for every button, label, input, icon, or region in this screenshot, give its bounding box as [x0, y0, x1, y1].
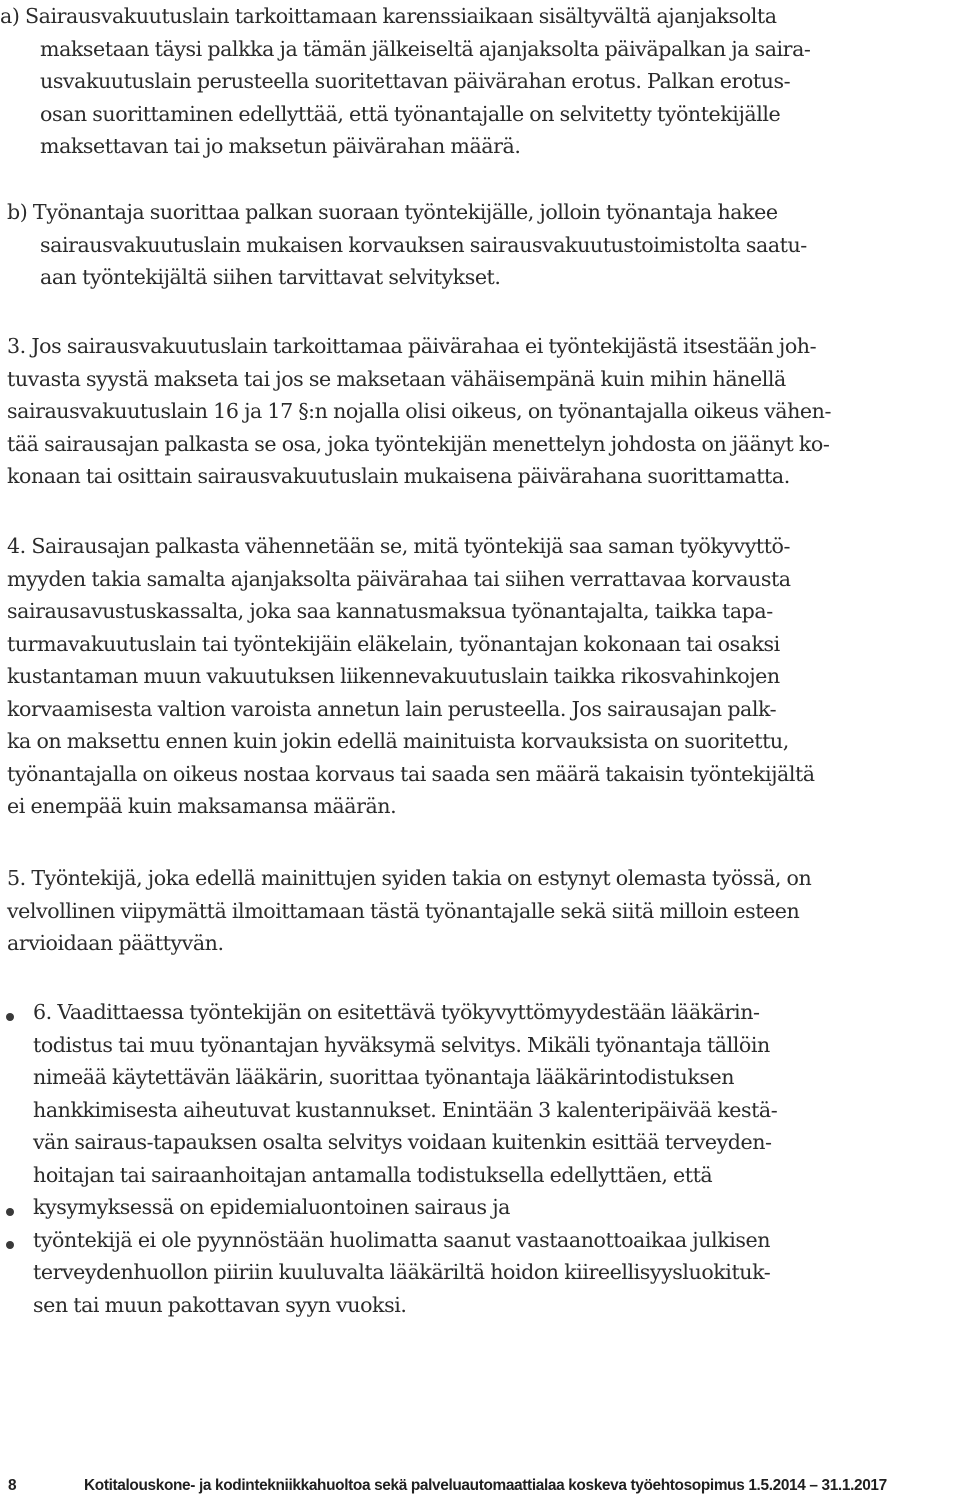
paragraph-5-line: arvioidaan päättyvän. [7, 931, 224, 955]
bullet-dot [6, 1013, 14, 1021]
paragraph-4-line: 4. Sairausajan palkasta vähennetään se, mitä työntekijä saa saman työkyvyttö- [7, 534, 791, 558]
paragraph-6-line: hoitajan tai sairaanhoitajan antamalla todistuksella edellyttäen, että [33, 1162, 713, 1187]
paragraph-b-line: sairausvakuutuslain mukaisen korvauksen sairausvakuutustoimistolta saatu- [40, 232, 807, 257]
page-footer [8, 1468, 953, 1504]
paragraph-6 [0, 996, 958, 1321]
paragraph-6-line: vän sairaus-tapauksen osalta selvitys voidaan kuitenkin esittää terveyden- [33, 1130, 772, 1154]
paragraph-a-line: maksettavan tai jo maksetun päivärahan määrä. [40, 134, 521, 158]
paragraph-6-line: sen tai muun pakottavan syyn vuoksi. [33, 1292, 407, 1317]
paragraph-b-line: b) Työnantaja suorittaa palkan suoraan työntekijälle, jolloin työnantaja hakee [7, 200, 778, 224]
paragraph-4-line: ei enempää kuin maksamansa määrän. [7, 794, 397, 818]
paragraph-4-line: korvaamisesta valtion varoista annetun lain perusteella. Jos sairausajan palk- [7, 696, 777, 721]
paragraph-4-line: ka on maksettu ennen kuin jokin edellä mainituista korvauksista on suoritettu, [7, 729, 789, 753]
paragraph-6-line: nimeää käytettävän lääkärin, suorittaa työnantaja lääkärintodistuksen [33, 1065, 735, 1089]
paragraph-b [0, 196, 958, 294]
paragraph-6-line: todistus tai muu työnantajan hyväksymä selvitys. Mikäli työnantaja tällöin [33, 1032, 770, 1057]
paragraph-6-line: työntekijä ei ole pyynnöstään huolimatta saanut vastaanottoaikaa julkisen [33, 1227, 771, 1252]
paragraph-5-line: velvollinen viipymättä ilmoittamaan tästä työnantajalle sekä siitä milloin esteen [7, 898, 800, 923]
paragraph-3-line: konaan tai osittain sairausvakuutuslain mukaisena päivärahana suorittamatta. [7, 464, 790, 488]
paragraph-4-line: sairausavustuskassalta, joka saa kannatusmaksua työnantajalta, taikka tapa- [7, 599, 773, 623]
paragraph-a-line: a) Sairausvakuutuslain tarkoittamaan karenssiaikaan sisältyvältä ajanjaksolta [0, 4, 777, 28]
paragraph-3 [0, 330, 958, 493]
paragraph-3-line: tuvasta syystä makseta tai jos se maksetaan vähäisempänä kuin mihin hänellä [7, 366, 786, 391]
paragraph-6-line: kysymyksessä on epidemialuontoinen sairaus ja [33, 1195, 510, 1219]
paragraph-4-line: myyden takia samalta ajanjaksolta päivärahaa tai siihen verrattavaa korvausta [7, 566, 791, 591]
paragraph-b-line: aan työntekijältä siihen tarvittavat selvitykset. [40, 265, 501, 289]
paragraph-a-line: usvakuutuslain perusteella suoritettavan päivärahan erotus. Palkan erotus- [40, 69, 791, 93]
paragraph-6-line: 6. Vaadittaessa työntekijän on esitettävä työkyvyttömyydestään lääkärin- [33, 1000, 760, 1024]
footer-title: Kotitalouskone- ja kodintekniikkahuoltoa sekä palveluautomaattialaa koskeva työehtosopimus 1.5.2014 – 31.1.2017 [84, 1477, 887, 1494]
paragraph-4-line: turmavakuutuslain tai työntekijäin eläkelain, työnantajan kokonaan tai osaksi [7, 631, 780, 656]
bullet-dot [6, 1241, 14, 1249]
paragraph-3-line: 3. Jos sairausvakuutuslain tarkoittamaa päivärahaa ei työntekijästä itsestään joh- [7, 334, 817, 358]
paragraph-3-line: tää sairausajan palkasta se osa, joka työntekijän menettelyn johdosta on jäänyt ko- [7, 431, 830, 456]
paragraph-3-line: sairausvakuutuslain 16 ja 17 §:n nojalla olisi oikeus, on työnantajalla oikeus vähen- [7, 399, 831, 423]
paragraph-4-line: kustantaman muun vakuutuksen liikennevakuutuslain taikka rikosvahinkojen [7, 664, 780, 688]
paragraph-4-line: työnantajalla on oikeus nostaa korvaus tai saada sen määrä takaisin työntekijältä [7, 761, 815, 786]
paragraph-a-line: osan suorittaminen edellyttää, että työnantajalle on selvitetty työntekijälle [40, 101, 781, 126]
paragraph-5-line: 5. Työntekijä, joka edellä mainittujen syiden takia on estynyt olemasta työssä, on [7, 866, 812, 890]
paragraph-a-line: maksetaan täysi palkka ja tämän jälkeiseltä ajanjaksolta päiväpalkan ja saira- [40, 36, 811, 61]
paragraph-6-line: hankkimisesta aiheutuvat kustannukset. Enintään 3 kalenteripäivää kestä- [33, 1097, 778, 1122]
paragraph-6-line: terveydenhuollon piiriin kuuluvalta lääkäriltä hoidon kiireellisyysluokituk- [33, 1260, 771, 1284]
paragraph-a [0, 0, 958, 163]
paragraph-4 [0, 530, 958, 823]
paragraph-5 [0, 862, 958, 960]
page-number: 8 [8, 1477, 17, 1494]
bullet-dot [6, 1208, 14, 1216]
